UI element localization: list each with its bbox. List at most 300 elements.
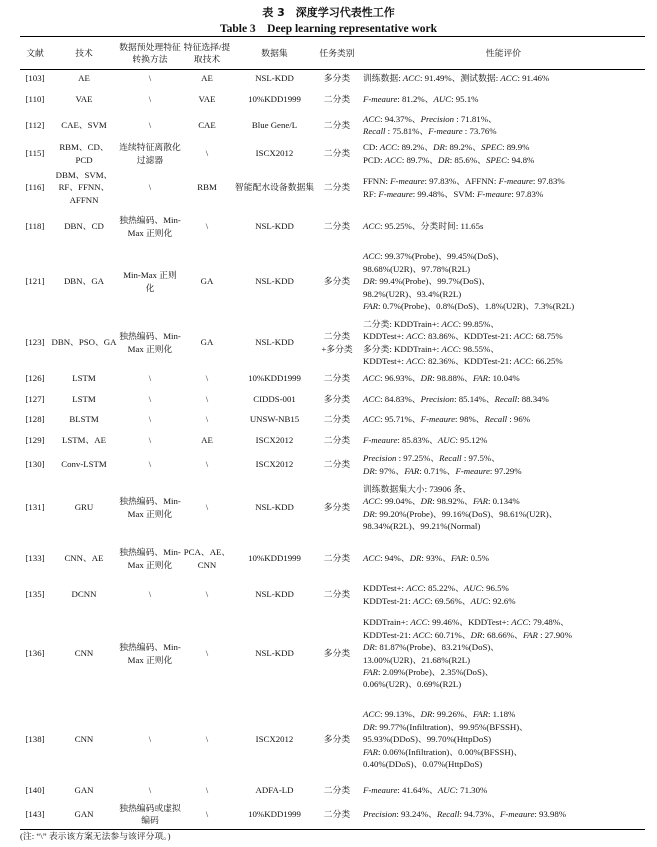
metric-text: : 99.26%、 <box>432 709 473 720</box>
metric-text: : 85.6%、 <box>449 154 486 165</box>
metric-name: DR <box>433 142 445 153</box>
tech-cell: GRU <box>74 502 94 513</box>
metric-text: : 96.5% <box>481 583 509 594</box>
performance-cell <box>357 410 645 430</box>
metric-name: ACC <box>412 595 431 606</box>
metric-name: SPEC <box>481 142 503 153</box>
metric-name: ACC <box>402 73 420 84</box>
dataset-cell: 10%KDD1999 <box>248 809 301 820</box>
ref-cell: [140] <box>25 784 45 795</box>
metric-name: DR <box>363 465 375 476</box>
metric-name: ACC <box>406 583 424 594</box>
metric-text: : 97.83%、AFFNN: <box>424 176 499 187</box>
performance-line <box>363 393 644 405</box>
metric-text: KDDTest+: <box>363 583 407 594</box>
performance-line <box>363 141 644 153</box>
feature-cell: \ <box>205 648 209 659</box>
metric-name: Precision <box>420 113 455 124</box>
metric-text: : 94%、 <box>380 553 410 564</box>
task-cell: 二分类 <box>323 784 351 795</box>
feature-cell: PCA、AE、CNN <box>183 547 231 570</box>
metric-text: : 97.25%、 <box>396 453 440 464</box>
metric-text: KDDTest-21: <box>363 629 413 640</box>
metric-text: : 91.46% <box>517 73 550 84</box>
metric-text: : 99.48%、SVM: <box>412 188 478 199</box>
metric-name: FAR <box>451 553 466 564</box>
performance-cell <box>357 139 645 169</box>
metric-name: AUC <box>463 583 482 594</box>
dataset-cell: Blue Gene/L <box>251 119 298 130</box>
metric-name: FAR <box>472 709 488 720</box>
metric-text: 二分类: KDDTrain+: <box>363 318 442 329</box>
performance-line <box>363 629 644 641</box>
table-title-cn: 表 3 深度学习代表性工作 <box>262 6 395 19</box>
feature-cell: GA <box>200 337 214 348</box>
preprocess-cell: \ <box>148 93 152 104</box>
table-row <box>20 609 645 699</box>
feature-cell: CAE <box>198 119 216 130</box>
table-row <box>20 70 645 87</box>
ref-cell: [112] <box>25 119 45 130</box>
performance-cell <box>357 781 645 800</box>
tech-cell: CNN、AE <box>64 553 104 564</box>
performance-cell <box>357 112 645 139</box>
tech-cell: CNN <box>74 648 94 659</box>
metric-name: DR <box>438 154 450 165</box>
table-note: (注: “\” 表示该方案无法参与该评分项。) <box>20 831 171 841</box>
metric-text: : 89.9% <box>502 142 530 153</box>
task-cell: 二分类 <box>323 589 351 600</box>
table-row <box>20 317 645 369</box>
metric-text: : 95.1% <box>451 93 479 104</box>
metric-name: F-meaure <box>477 188 512 199</box>
header-feature-selection: 特征选择/提取技术 <box>183 41 231 64</box>
dataset-cell: ISCX2012 <box>255 434 294 445</box>
metric-name: F-meaure <box>498 176 533 187</box>
metric-text: : 98.55%、 <box>458 343 500 354</box>
table-row <box>20 479 645 537</box>
table-title-en: Table 3 Deep learning representative work <box>220 23 437 35</box>
table-body <box>20 70 645 830</box>
feature-cell: \ <box>205 784 209 795</box>
table-row <box>20 139 645 169</box>
metric-text: : 94.8% <box>506 154 535 165</box>
table-row <box>20 800 645 830</box>
metric-text: : 0.71%、 <box>419 465 456 476</box>
performance-line <box>363 372 644 384</box>
preprocess-cell: \ <box>148 182 152 193</box>
performance-line <box>363 275 644 287</box>
metric-text: : 71.81%、 <box>454 113 497 124</box>
metric-text: : 81.87%(Probe)、83.21%(DoS)、 <box>374 642 500 653</box>
table-row <box>20 112 645 139</box>
metric-name: Recall <box>436 809 460 820</box>
feature-cell: \ <box>205 373 209 384</box>
metric-text: : 99.85%、 <box>458 318 500 329</box>
task-cell: 二分类 <box>323 148 351 159</box>
metric-text: : 99.13%、 <box>380 709 421 720</box>
preprocess-cell: \ <box>148 393 152 404</box>
performance-cell <box>357 169 645 207</box>
performance-line <box>363 808 644 820</box>
ref-cell: [138] <box>25 734 45 745</box>
ref-cell: [123] <box>25 337 45 348</box>
performance-line <box>363 721 644 733</box>
metric-text: : 98%、 <box>455 414 485 425</box>
preprocess-cell: 独热编码、Min-Max 正则化 <box>119 547 181 570</box>
preprocess-cell: 连续特征离散化过滤器 <box>119 142 181 165</box>
table-row <box>20 410 645 430</box>
dataset-cell: NSL-KDD <box>255 502 294 513</box>
performance-cell <box>357 451 645 479</box>
performance-line <box>363 93 644 105</box>
metric-text: : 27.90% <box>537 629 572 640</box>
metric-text: : 89.2%、 <box>444 142 482 153</box>
feature-cell: \ <box>205 414 209 425</box>
header-preprocess: 数据预处理特征转换方法 <box>119 41 181 64</box>
metric-name: ACC <box>363 496 381 507</box>
performance-line <box>363 250 644 262</box>
performance-line <box>363 758 644 770</box>
task-cell: 二分类 <box>323 373 351 384</box>
metric-name: ACC <box>500 73 518 84</box>
metric-text: : 85.14%、 <box>454 393 495 404</box>
metric-text: : 68.75% <box>530 331 563 342</box>
metric-name: AUC <box>437 434 456 445</box>
tech-cell: AE <box>78 73 90 84</box>
dataset-cell: 智能配水设备数据集 <box>234 182 315 193</box>
metric-name: ACC <box>363 113 381 124</box>
ref-cell: [135] <box>25 589 45 600</box>
table-row <box>20 87 645 112</box>
metric-name: DR <box>363 721 375 732</box>
metric-name: ACC <box>363 553 381 564</box>
metric-name: FAR <box>363 746 378 757</box>
performance-line <box>363 434 644 446</box>
metric-text: : 99.04%、 <box>380 496 421 507</box>
metric-text: : 2.09%(Probe)、2.35%(DoS)、 <box>378 666 494 677</box>
metric-text: CD: <box>363 142 380 153</box>
metric-name: ACC <box>406 331 424 342</box>
metric-text: 0.06%(U2R)、0.69%(R2L) <box>363 679 462 690</box>
dataset-cell: NSL-KDD <box>255 337 294 348</box>
metric-name: ACC <box>384 154 402 165</box>
metric-text: : 85.22%、 <box>423 583 464 594</box>
dataset-cell: NSL-KDD <box>255 221 294 232</box>
performance-line <box>363 520 644 532</box>
performance-line <box>363 641 644 653</box>
tech-cell: DBN、CD <box>64 221 104 232</box>
metric-name: F-meaure <box>378 188 413 199</box>
performance-cell <box>357 479 645 537</box>
metric-text: : 96% <box>507 414 531 425</box>
performance-line <box>363 288 644 300</box>
dataset-cell: UNSW-NB15 <box>249 414 300 425</box>
task-cell: 二分类 <box>323 93 351 104</box>
table-row <box>20 247 645 317</box>
performance-line <box>363 508 644 520</box>
performance-cell <box>357 70 645 87</box>
metric-text: KDDTest-21: <box>363 595 413 606</box>
task-cell: 多分类 <box>323 73 351 84</box>
header-row <box>20 37 645 70</box>
preprocess-cell: \ <box>148 414 152 425</box>
performance-line <box>363 483 644 495</box>
feature-cell: \ <box>205 221 209 232</box>
performance-line <box>363 616 644 628</box>
metric-text: KDDTest+: <box>363 355 407 366</box>
metric-text: : 98.92%、 <box>432 496 473 507</box>
performance-line <box>363 355 644 367</box>
ref-cell: [116] <box>25 182 45 193</box>
preprocess-cell: \ <box>148 589 152 600</box>
metric-text: : 97.83% <box>511 188 544 199</box>
feature-cell: \ <box>205 809 209 820</box>
table-row <box>20 169 645 207</box>
ref-cell: [121] <box>25 276 45 287</box>
metric-name: FAR <box>363 666 378 677</box>
metric-name: FAR <box>404 465 420 476</box>
metric-text: FFNN: <box>363 176 391 187</box>
metric-text: : 97%、 <box>374 465 405 476</box>
task-cell: 多分类 <box>323 276 351 287</box>
metric-text: : 0.5% <box>466 553 489 564</box>
performance-line <box>363 154 644 166</box>
metric-text: : 83.86%、KDDTest-21: <box>423 331 514 342</box>
feature-cell: \ <box>205 459 209 470</box>
metric-text: : 84.83%、 <box>380 393 421 404</box>
metric-name: DR <box>409 553 422 564</box>
performance-line <box>363 300 644 312</box>
ref-cell: [129] <box>25 434 45 445</box>
metric-name: ACC <box>511 617 529 628</box>
ref-cell: [133] <box>25 553 45 564</box>
metric-name: ACC <box>412 629 431 640</box>
ref-cell: [127] <box>25 393 45 404</box>
tech-cell: DBM、SVM、RF、FFNN、AFFNN <box>55 169 113 205</box>
table-row <box>20 537 645 581</box>
performance-cell <box>357 207 645 247</box>
metric-text: : 81.2%、 <box>397 93 434 104</box>
metric-name: FAR <box>522 629 538 640</box>
table-row <box>20 781 645 800</box>
performance-cell <box>357 389 645 410</box>
metric-text: KDDTrain+: <box>363 617 411 628</box>
feature-cell: AE <box>201 434 213 445</box>
metric-name: F-meaure <box>363 93 398 104</box>
metric-text: : 91.49%、测试数据: <box>419 73 501 84</box>
performance-line <box>363 113 644 125</box>
performance-line <box>363 318 644 330</box>
tech-cell: DBN、PSO、GA <box>51 337 117 348</box>
table-row <box>20 451 645 479</box>
ref-cell: [131] <box>25 502 45 513</box>
deep-learning-table <box>20 36 645 830</box>
preprocess-cell: \ <box>148 434 152 445</box>
tech-cell: DCNN <box>71 589 97 600</box>
metric-name: FAR <box>472 496 488 507</box>
table-row <box>20 389 645 410</box>
dataset-cell: NSL-KDD <box>255 276 294 287</box>
metric-text: : 0.134% <box>487 496 520 507</box>
feature-cell: \ <box>205 589 209 600</box>
metric-text: : 68.66%、 <box>482 629 523 640</box>
feature-cell: AE <box>201 73 213 84</box>
preprocess-cell: \ <box>148 459 152 470</box>
metric-name: FAR <box>363 301 378 312</box>
metric-text: 训练数据: <box>363 73 403 84</box>
metric-text: 多分类: KDDTrain+: <box>363 343 442 354</box>
metric-text: : 99.77%(Infiltration)、99.95%(BFSSH)、 <box>374 721 528 732</box>
table-row <box>20 207 645 247</box>
task-cell: 多分类 <box>323 648 351 659</box>
metric-text: : 66.25% <box>530 355 563 366</box>
metric-text: : 41.64%、 <box>397 784 438 795</box>
metric-name: ACC <box>406 355 424 366</box>
metric-name: Recall <box>439 453 462 464</box>
metric-text: : 94.37%、 <box>380 113 421 124</box>
metric-name: Precision <box>363 809 397 820</box>
metric-name: Recall <box>484 414 508 425</box>
performance-line <box>363 188 644 200</box>
task-cell: 二分类 <box>323 459 351 470</box>
feature-cell: VAE <box>198 93 216 104</box>
performance-cell <box>357 317 645 369</box>
header-dataset: 数据集 <box>261 47 288 58</box>
ref-cell: [115] <box>25 148 45 159</box>
tech-cell: Conv-LSTM <box>61 459 107 470</box>
ref-cell: [118] <box>25 221 45 232</box>
metric-name: DR <box>363 276 375 287</box>
metric-name: ACC <box>363 373 381 384</box>
dataset-cell: NSL-KDD <box>255 589 294 600</box>
metric-name: AUC <box>470 595 489 606</box>
metric-name: ACC <box>363 221 381 232</box>
metric-text: : 75.81%、 <box>385 126 429 136</box>
performance-cell <box>357 430 645 451</box>
metric-text: : 93.24%、 <box>396 809 437 820</box>
table-row <box>20 699 645 781</box>
performance-line <box>363 552 644 564</box>
metric-name: SPEC <box>485 154 507 165</box>
table-row <box>20 430 645 451</box>
task-cell: 二分类+多分类 <box>321 331 353 354</box>
metric-text: : 0.06%(Infiltration)、0.00%(BFSSH)、 <box>378 746 523 757</box>
feature-cell: GA <box>200 276 214 287</box>
ref-cell: [136] <box>25 648 45 659</box>
feature-cell: \ <box>205 734 209 745</box>
ref-cell: [130] <box>25 459 45 470</box>
metric-text: : 95.71%、 <box>380 414 421 425</box>
task-cell: 二分类 <box>323 182 351 193</box>
task-cell: 多分类 <box>323 734 351 745</box>
metric-text: : 73.76% <box>462 126 497 136</box>
metric-text: : 88.34% <box>517 393 549 404</box>
header-ref: 文献 <box>26 47 44 58</box>
tech-cell: CNN <box>74 734 94 745</box>
feature-cell: RBM <box>197 182 217 193</box>
metric-text: : 79.48%、 <box>528 617 569 628</box>
metric-name: ACC <box>379 142 397 153</box>
performance-cell <box>357 369 645 389</box>
metric-text: : 1.18% <box>487 709 516 720</box>
performance-cell <box>357 699 645 781</box>
dataset-cell: 10%KDD1999 <box>248 93 301 104</box>
metric-text: : 95.12% <box>455 434 488 445</box>
tech-cell: LSTM <box>72 373 96 384</box>
metric-name: DR <box>420 496 433 507</box>
feature-cell: \ <box>205 502 209 513</box>
tech-cell: VAE <box>75 93 93 104</box>
metric-text: PCD: <box>363 154 385 165</box>
performance-line <box>363 666 644 678</box>
preprocess-cell: 独热编码、Min-Max 正则化 <box>119 215 181 238</box>
metric-text: : 97.29% <box>489 465 522 476</box>
task-cell: 多分类 <box>323 393 351 404</box>
metric-text: : 98.88%、 <box>432 373 473 384</box>
metric-name: Precision <box>363 453 397 464</box>
performance-line <box>363 784 644 796</box>
metric-text: RF: <box>363 188 379 199</box>
metric-text: : 71.30% <box>455 784 488 795</box>
metric-text: : 97.83% <box>532 176 565 187</box>
ref-cell: [128] <box>25 414 45 425</box>
preprocess-cell: \ <box>148 373 152 384</box>
performance-cell <box>357 87 645 112</box>
feature-cell: \ <box>205 393 209 404</box>
metric-text: 98.34%(R2L)、99.21%(Normal) <box>363 520 481 531</box>
dataset-cell: CIDDS-001 <box>253 393 296 404</box>
task-cell: 二分类 <box>323 553 351 564</box>
preprocess-cell: \ <box>148 734 152 745</box>
metric-name: DR <box>470 629 483 640</box>
task-cell: 二分类 <box>323 119 351 130</box>
metric-text: : 10.04% <box>487 373 520 384</box>
tech-cell: LSTM、AE <box>62 434 106 445</box>
performance-cell <box>357 581 645 609</box>
ref-cell: [110] <box>25 93 45 104</box>
performance-line <box>363 452 644 464</box>
metric-text: : 89.2%、 <box>396 142 434 153</box>
metric-name: ACC <box>363 251 381 262</box>
performance-cell <box>357 247 645 317</box>
performance-line <box>363 220 644 232</box>
metric-name: ACC <box>410 617 428 628</box>
task-cell: 多分类 <box>323 502 351 513</box>
performance-line <box>363 582 644 594</box>
metric-name: Precision <box>420 393 455 404</box>
performance-line <box>363 746 644 758</box>
metric-text: 训练数据集大小: 73906 条、 <box>363 483 472 494</box>
preprocess-cell: 独热编码、Min-Max 正则化 <box>119 496 181 519</box>
header-tech: 技术 <box>75 47 93 58</box>
performance-line <box>363 654 644 666</box>
metric-name: F-meaure <box>390 176 425 187</box>
metric-name: ACC <box>513 355 531 366</box>
preprocess-cell: 独热编码或虚拟编码 <box>119 802 181 826</box>
tech-cell: LSTM <box>72 393 96 404</box>
tech-cell: GAN <box>74 809 94 820</box>
performance-line <box>363 330 644 342</box>
performance-line <box>363 72 644 84</box>
task-cell: 二分类 <box>323 434 351 445</box>
metric-name: ACC <box>441 318 459 329</box>
metric-text: : 93%、 <box>421 553 451 564</box>
metric-text: : 69.56%、 <box>430 595 471 606</box>
dataset-cell: NSL-KDD <box>255 648 294 659</box>
tech-cell: GAN <box>74 784 94 795</box>
performance-line <box>363 125 644 137</box>
